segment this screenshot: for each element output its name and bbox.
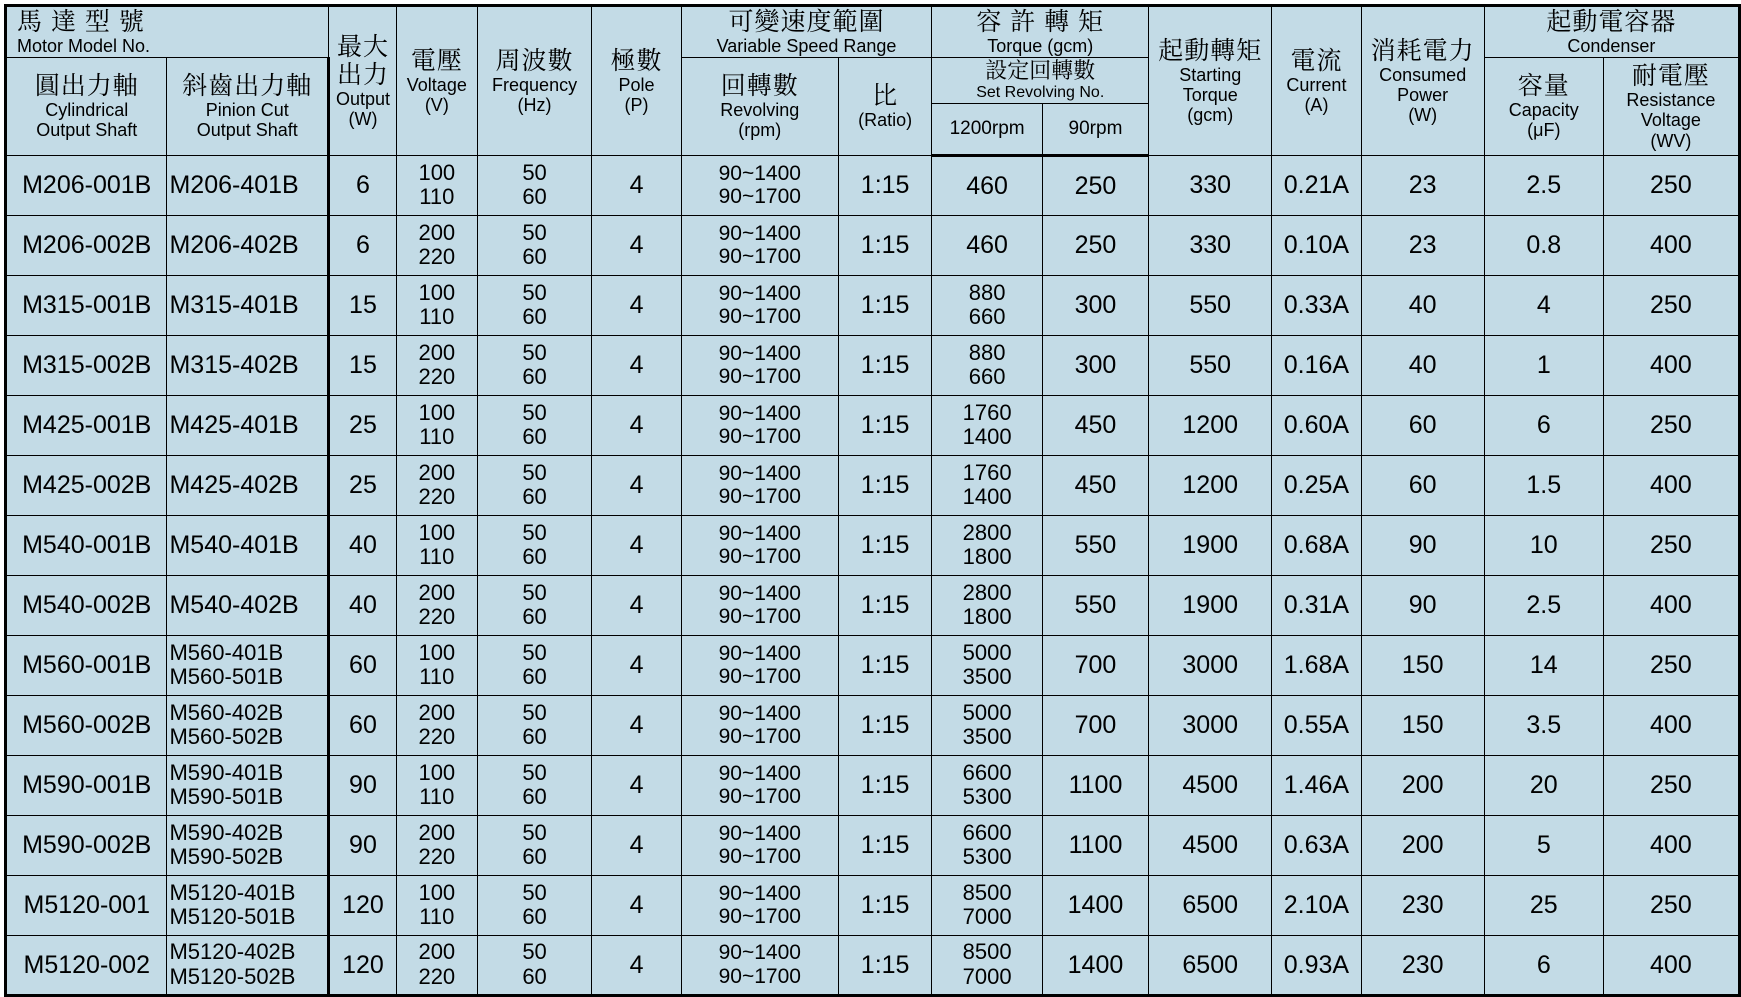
cell-resistance-voltage: 400	[1603, 215, 1739, 275]
cell-cylindrical: M315-001B	[6, 275, 167, 335]
cell-capacity: 20	[1484, 755, 1603, 815]
cell-current: 2.10A	[1272, 875, 1361, 935]
motor-specification-table	[4, 4, 1741, 997]
cell-pinion: M590-401B M590-501B	[167, 755, 328, 815]
cell-ratio: 1:15	[838, 275, 931, 335]
cell-starting-torque: 3000	[1149, 635, 1272, 695]
table-row	[6, 155, 1740, 215]
cell-current: 0.10A	[1272, 215, 1361, 275]
cell-voltage: 200 220	[396, 335, 477, 395]
cell-output: 120	[328, 935, 396, 995]
cell-consumed-power: 90	[1361, 575, 1484, 635]
header-motor-model: 馬 達 型 號 Motor Model No.	[6, 6, 329, 58]
cell-voltage: 200 220	[396, 575, 477, 635]
cell-cylindrical: M560-002B	[6, 695, 167, 755]
cell-cylindrical: M315-002B	[6, 335, 167, 395]
cell-ratio: 1:15	[838, 515, 931, 575]
cell-torque-1200rpm: 5000 3500	[932, 635, 1042, 695]
cell-ratio: 1:15	[838, 695, 931, 755]
cell-starting-torque: 1200	[1149, 455, 1272, 515]
header-frequency: 周波數 Frequency (Hz)	[477, 6, 592, 156]
cell-pinion: M560-401B M560-501B	[167, 635, 328, 695]
cell-frequency: 50 60	[477, 755, 592, 815]
table-row	[6, 275, 1740, 335]
header-condenser: 起動電容器 Condenser	[1484, 6, 1739, 58]
cell-output: 60	[328, 695, 396, 755]
cell-torque-1200rpm: 880 660	[932, 275, 1042, 335]
cell-cylindrical: M560-001B	[6, 635, 167, 695]
cell-capacity: 14	[1484, 635, 1603, 695]
header-set-revolving-90rpm: 90rpm	[1042, 103, 1148, 155]
cell-pinion: M206-402B	[167, 215, 328, 275]
cell-current: 0.33A	[1272, 275, 1361, 335]
header-torque: 容 許 轉 矩 Torque (gcm)	[932, 6, 1149, 58]
cell-resistance-voltage: 400	[1603, 935, 1739, 995]
cell-current: 1.68A	[1272, 635, 1361, 695]
cell-consumed-power: 200	[1361, 815, 1484, 875]
table-body	[6, 155, 1740, 995]
cell-resistance-voltage: 250	[1603, 635, 1739, 695]
cell-cylindrical: M540-001B	[6, 515, 167, 575]
header-set-revolving-1200rpm: 1200rpm	[932, 103, 1042, 155]
cell-output: 90	[328, 755, 396, 815]
cell-pinion: M315-401B	[167, 275, 328, 335]
cell-voltage: 100 110	[396, 395, 477, 455]
cell-starting-torque: 1200	[1149, 395, 1272, 455]
cell-torque-90rpm: 550	[1042, 515, 1148, 575]
cell-torque-1200rpm: 5000 3500	[932, 695, 1042, 755]
cell-consumed-power: 60	[1361, 455, 1484, 515]
cell-voltage: 100 110	[396, 515, 477, 575]
cell-revolving: 90~1400 90~1700	[681, 155, 838, 215]
cell-current: 0.21A	[1272, 155, 1361, 215]
cell-pole: 4	[592, 755, 681, 815]
cell-cylindrical: M5120-001	[6, 875, 167, 935]
cell-output: 120	[328, 875, 396, 935]
header-pole: 極數 Pole (P)	[592, 6, 681, 156]
cell-revolving: 90~1400 90~1700	[681, 875, 838, 935]
cell-revolving: 90~1400 90~1700	[681, 575, 838, 635]
cell-output: 40	[328, 575, 396, 635]
cell-cylindrical: M425-002B	[6, 455, 167, 515]
cell-capacity: 1	[1484, 335, 1603, 395]
cell-output: 40	[328, 515, 396, 575]
cell-revolving: 90~1400 90~1700	[681, 275, 838, 335]
cell-starting-torque: 1900	[1149, 515, 1272, 575]
header-pinion-cut-output-shaft: 斜齒出力軸 Pinion Cut Output Shaft	[167, 58, 328, 156]
cell-pole: 4	[592, 635, 681, 695]
cell-voltage: 200 220	[396, 695, 477, 755]
cell-torque-1200rpm: 8500 7000	[932, 875, 1042, 935]
cell-starting-torque: 550	[1149, 335, 1272, 395]
cell-ratio: 1:15	[838, 635, 931, 695]
cell-frequency: 50 60	[477, 635, 592, 695]
cell-torque-1200rpm: 1760 1400	[932, 395, 1042, 455]
cell-ratio: 1:15	[838, 395, 931, 455]
cell-frequency: 50 60	[477, 275, 592, 335]
table-row	[6, 815, 1740, 875]
cell-voltage: 100 110	[396, 755, 477, 815]
cell-output: 6	[328, 215, 396, 275]
cell-pole: 4	[592, 335, 681, 395]
header-consumed-power: 消耗電力 Consumed Power (W)	[1361, 6, 1484, 156]
cell-current: 0.31A	[1272, 575, 1361, 635]
cell-ratio: 1:15	[838, 815, 931, 875]
cell-torque-90rpm: 1100	[1042, 815, 1148, 875]
cell-voltage: 200 220	[396, 455, 477, 515]
table-row	[6, 335, 1740, 395]
cell-cylindrical: M540-002B	[6, 575, 167, 635]
cell-starting-torque: 550	[1149, 275, 1272, 335]
cell-pinion: M5120-402B M5120-502B	[167, 935, 328, 995]
cell-pole: 4	[592, 575, 681, 635]
cell-output: 60	[328, 635, 396, 695]
table-header	[6, 6, 1740, 156]
cell-revolving: 90~1400 90~1700	[681, 335, 838, 395]
cell-current: 0.63A	[1272, 815, 1361, 875]
cell-pole: 4	[592, 815, 681, 875]
cell-ratio: 1:15	[838, 455, 931, 515]
cell-torque-1200rpm: 1760 1400	[932, 455, 1042, 515]
table-row	[6, 575, 1740, 635]
cell-ratio: 1:15	[838, 755, 931, 815]
cell-pole: 4	[592, 275, 681, 335]
cell-torque-90rpm: 1400	[1042, 935, 1148, 995]
cell-pole: 4	[592, 935, 681, 995]
cell-pinion: M590-402B M590-502B	[167, 815, 328, 875]
cell-resistance-voltage: 400	[1603, 575, 1739, 635]
cell-torque-90rpm: 700	[1042, 695, 1148, 755]
cell-consumed-power: 230	[1361, 935, 1484, 995]
cell-current: 0.25A	[1272, 455, 1361, 515]
cell-cylindrical: M590-001B	[6, 755, 167, 815]
cell-frequency: 50 60	[477, 875, 592, 935]
cell-torque-90rpm: 250	[1042, 215, 1148, 275]
cell-voltage: 200 220	[396, 935, 477, 995]
cell-starting-torque: 330	[1149, 155, 1272, 215]
cell-cylindrical: M206-001B	[6, 155, 167, 215]
cell-frequency: 50 60	[477, 935, 592, 995]
cell-pole: 4	[592, 515, 681, 575]
cell-cylindrical: M5120-002	[6, 935, 167, 995]
cell-torque-90rpm: 300	[1042, 275, 1148, 335]
cell-pole: 4	[592, 215, 681, 275]
cell-revolving: 90~1400 90~1700	[681, 515, 838, 575]
cell-torque-1200rpm: 460	[932, 215, 1042, 275]
cell-current: 1.46A	[1272, 755, 1361, 815]
cell-current: 0.16A	[1272, 335, 1361, 395]
cell-torque-1200rpm: 6600 5300	[932, 815, 1042, 875]
cell-resistance-voltage: 250	[1603, 395, 1739, 455]
cell-capacity: 2.5	[1484, 575, 1603, 635]
cell-revolving: 90~1400 90~1700	[681, 215, 838, 275]
cell-output: 90	[328, 815, 396, 875]
cell-starting-torque: 6500	[1149, 935, 1272, 995]
header-output: 最大 出力 Output (W)	[328, 6, 396, 156]
cell-resistance-voltage: 250	[1603, 275, 1739, 335]
cell-capacity: 10	[1484, 515, 1603, 575]
cell-ratio: 1:15	[838, 335, 931, 395]
cell-starting-torque: 4500	[1149, 755, 1272, 815]
header-current: 電流 Current (A)	[1272, 6, 1361, 156]
cell-starting-torque: 4500	[1149, 815, 1272, 875]
cell-ratio: 1:15	[838, 575, 931, 635]
cell-voltage: 200 220	[396, 215, 477, 275]
cell-consumed-power: 150	[1361, 635, 1484, 695]
header-revolving: 回轉數 Revolving (rpm)	[681, 58, 838, 156]
cell-pinion: M315-402B	[167, 335, 328, 395]
cell-resistance-voltage: 400	[1603, 335, 1739, 395]
cell-frequency: 50 60	[477, 215, 592, 275]
cell-pinion: M560-402B M560-502B	[167, 695, 328, 755]
cell-torque-90rpm: 300	[1042, 335, 1148, 395]
cell-torque-1200rpm: 460	[932, 155, 1042, 215]
cell-capacity: 6	[1484, 395, 1603, 455]
cell-output: 25	[328, 455, 396, 515]
cell-pinion: M206-401B	[167, 155, 328, 215]
table-row	[6, 935, 1740, 995]
cell-consumed-power: 90	[1361, 515, 1484, 575]
cell-voltage: 200 220	[396, 815, 477, 875]
cell-consumed-power: 40	[1361, 335, 1484, 395]
table-row	[6, 395, 1740, 455]
cell-capacity: 1.5	[1484, 455, 1603, 515]
cell-pinion: M425-402B	[167, 455, 328, 515]
cell-pinion: M540-402B	[167, 575, 328, 635]
cell-capacity: 6	[1484, 935, 1603, 995]
cell-consumed-power: 150	[1361, 695, 1484, 755]
table-row	[6, 695, 1740, 755]
header-voltage: 電壓 Voltage (V)	[396, 6, 477, 156]
cell-frequency: 50 60	[477, 335, 592, 395]
cell-torque-90rpm: 1100	[1042, 755, 1148, 815]
cell-torque-1200rpm: 880 660	[932, 335, 1042, 395]
cell-ratio: 1:15	[838, 155, 931, 215]
cell-pinion: M5120-401B M5120-501B	[167, 875, 328, 935]
cell-consumed-power: 23	[1361, 215, 1484, 275]
table-row	[6, 875, 1740, 935]
cell-frequency: 50 60	[477, 815, 592, 875]
cell-resistance-voltage: 400	[1603, 455, 1739, 515]
cell-current: 0.68A	[1272, 515, 1361, 575]
cell-voltage: 100 110	[396, 275, 477, 335]
cell-frequency: 50 60	[477, 575, 592, 635]
cell-cylindrical: M425-001B	[6, 395, 167, 455]
header-starting-torque: 起動轉矩 Starting Torque (gcm)	[1149, 6, 1272, 156]
cell-capacity: 25	[1484, 875, 1603, 935]
cell-torque-1200rpm: 2800 1800	[932, 575, 1042, 635]
table-row	[6, 215, 1740, 275]
cell-capacity: 5	[1484, 815, 1603, 875]
cell-revolving: 90~1400 90~1700	[681, 635, 838, 695]
cell-torque-90rpm: 550	[1042, 575, 1148, 635]
cell-consumed-power: 200	[1361, 755, 1484, 815]
cell-revolving: 90~1400 90~1700	[681, 935, 838, 995]
cell-revolving: 90~1400 90~1700	[681, 695, 838, 755]
table-row	[6, 755, 1740, 815]
cell-frequency: 50 60	[477, 515, 592, 575]
cell-torque-90rpm: 450	[1042, 395, 1148, 455]
cell-resistance-voltage: 250	[1603, 515, 1739, 575]
cell-output: 15	[328, 335, 396, 395]
cell-revolving: 90~1400 90~1700	[681, 755, 838, 815]
cell-output: 25	[328, 395, 396, 455]
header-cylindrical-output-shaft: 圓出力軸 Cylindrical Output Shaft	[6, 58, 167, 156]
cell-current: 0.55A	[1272, 695, 1361, 755]
cell-voltage: 100 110	[396, 155, 477, 215]
cell-ratio: 1:15	[838, 875, 931, 935]
cell-pole: 4	[592, 695, 681, 755]
cell-resistance-voltage: 250	[1603, 875, 1739, 935]
cell-pinion: M540-401B	[167, 515, 328, 575]
cell-voltage: 100 110	[396, 635, 477, 695]
cell-pole: 4	[592, 455, 681, 515]
cell-frequency: 50 60	[477, 695, 592, 755]
cell-consumed-power: 230	[1361, 875, 1484, 935]
cell-torque-90rpm: 450	[1042, 455, 1148, 515]
table-row	[6, 455, 1740, 515]
cell-torque-90rpm: 700	[1042, 635, 1148, 695]
cell-torque-1200rpm: 8500 7000	[932, 935, 1042, 995]
cell-output: 6	[328, 155, 396, 215]
cell-cylindrical: M590-002B	[6, 815, 167, 875]
cell-frequency: 50 60	[477, 155, 592, 215]
cell-resistance-voltage: 250	[1603, 755, 1739, 815]
cell-resistance-voltage: 400	[1603, 815, 1739, 875]
cell-revolving: 90~1400 90~1700	[681, 455, 838, 515]
cell-current: 0.60A	[1272, 395, 1361, 455]
cell-cylindrical: M206-002B	[6, 215, 167, 275]
cell-frequency: 50 60	[477, 395, 592, 455]
cell-capacity: 3.5	[1484, 695, 1603, 755]
cell-resistance-voltage: 250	[1603, 155, 1739, 215]
cell-pole: 4	[592, 875, 681, 935]
cell-starting-torque: 1900	[1149, 575, 1272, 635]
cell-torque-1200rpm: 6600 5300	[932, 755, 1042, 815]
cell-output: 15	[328, 275, 396, 335]
table-row	[6, 515, 1740, 575]
cell-torque-1200rpm: 2800 1800	[932, 515, 1042, 575]
cell-consumed-power: 40	[1361, 275, 1484, 335]
header-capacity: 容量 Capacity (μF)	[1484, 58, 1603, 156]
cell-ratio: 1:15	[838, 935, 931, 995]
cell-revolving: 90~1400 90~1700	[681, 815, 838, 875]
header-variable-speed-range: 可變速度範圍 Variable Speed Range	[681, 6, 932, 58]
cell-frequency: 50 60	[477, 455, 592, 515]
cell-capacity: 0.8	[1484, 215, 1603, 275]
table-row	[6, 635, 1740, 695]
cell-revolving: 90~1400 90~1700	[681, 395, 838, 455]
header-set-revolving-no: 設定回轉數 Set Revolving No.	[932, 58, 1149, 104]
cell-voltage: 100 110	[396, 875, 477, 935]
cell-resistance-voltage: 400	[1603, 695, 1739, 755]
cell-pole: 4	[592, 395, 681, 455]
cell-torque-90rpm: 250	[1042, 155, 1148, 215]
cell-consumed-power: 60	[1361, 395, 1484, 455]
cell-capacity: 4	[1484, 275, 1603, 335]
cell-capacity: 2.5	[1484, 155, 1603, 215]
header-resistance-voltage: 耐電壓 Resistance Voltage (WV)	[1603, 58, 1739, 156]
cell-starting-torque: 6500	[1149, 875, 1272, 935]
cell-torque-90rpm: 1400	[1042, 875, 1148, 935]
header-ratio: 比 (Ratio)	[838, 58, 931, 156]
cell-current: 0.93A	[1272, 935, 1361, 995]
cell-pinion: M425-401B	[167, 395, 328, 455]
cell-starting-torque: 330	[1149, 215, 1272, 275]
cell-consumed-power: 23	[1361, 155, 1484, 215]
cell-pole: 4	[592, 155, 681, 215]
cell-starting-torque: 3000	[1149, 695, 1272, 755]
cell-ratio: 1:15	[838, 215, 931, 275]
